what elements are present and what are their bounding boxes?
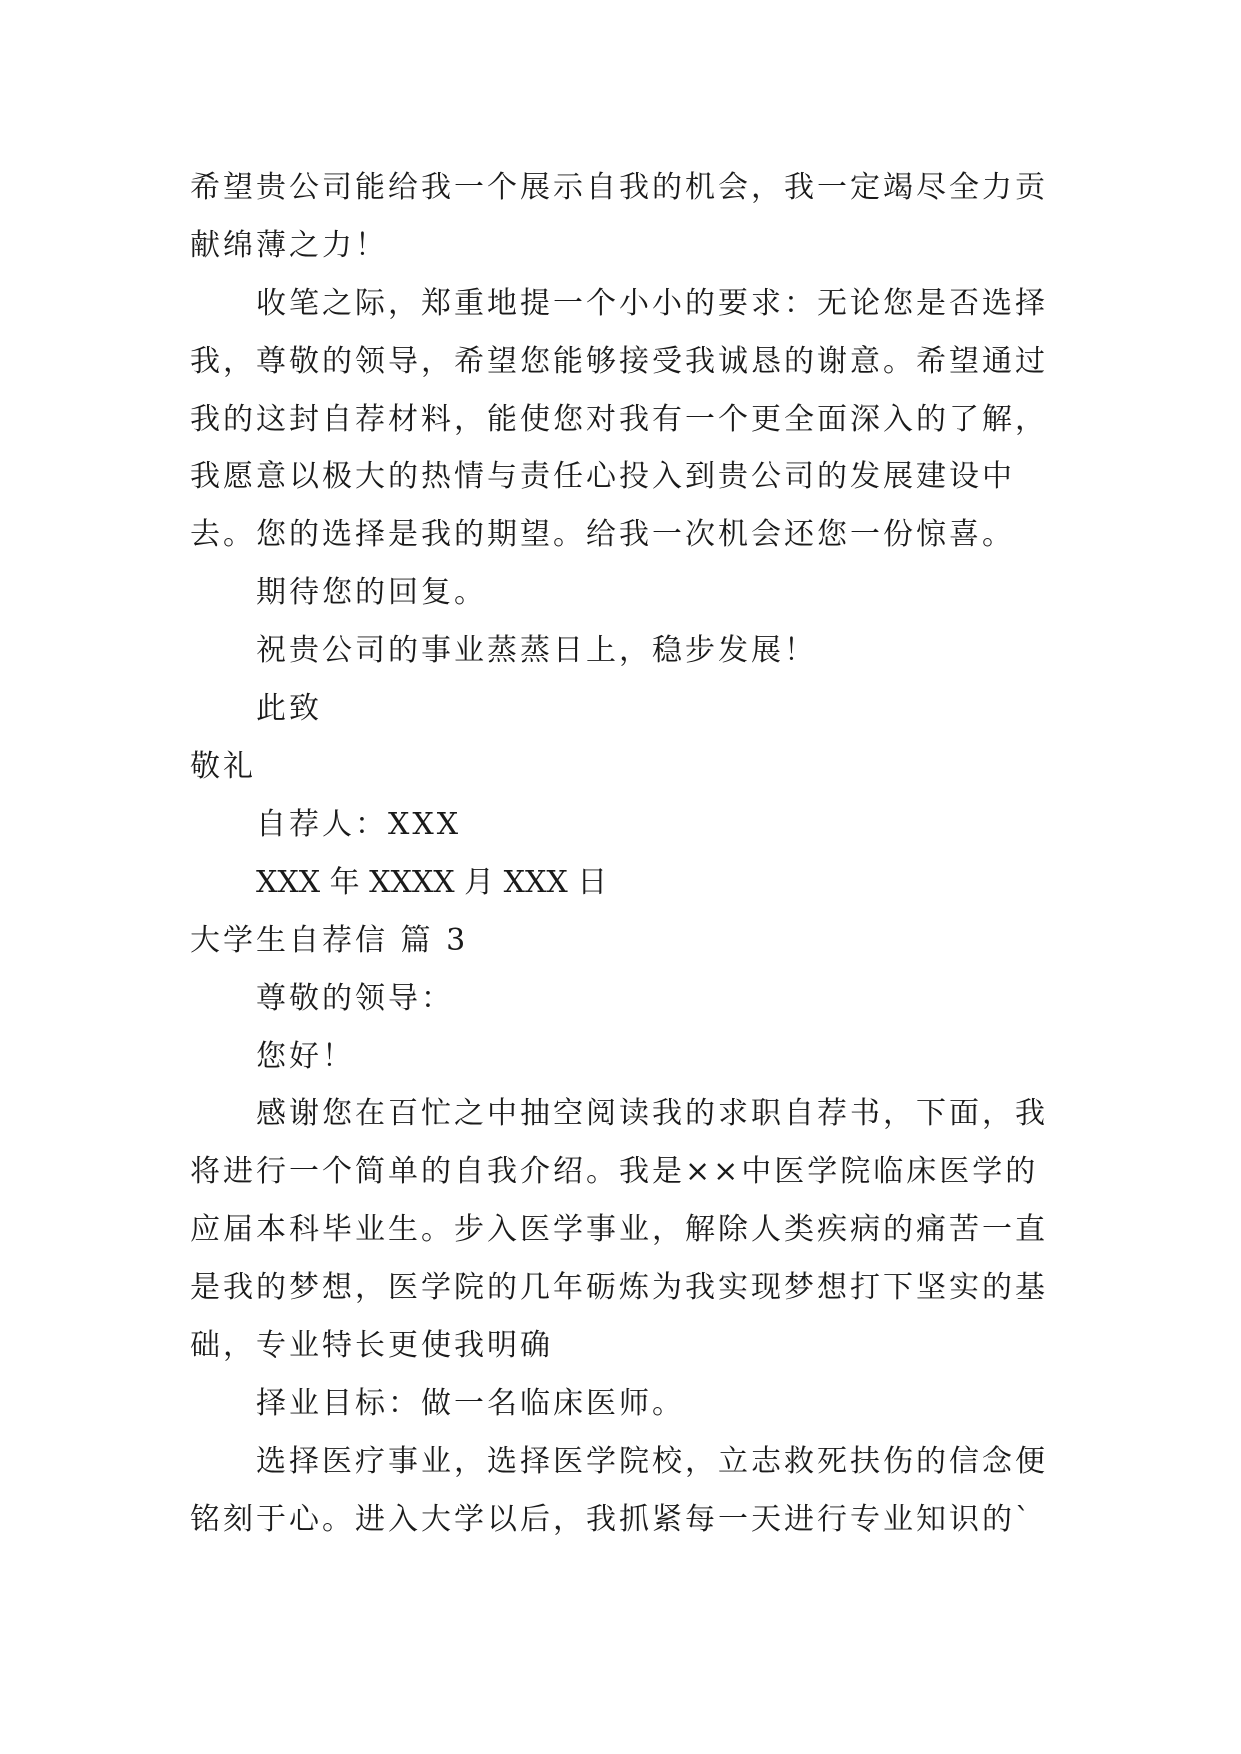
paragraph-line: 应届本科毕业生。步入医学事业，解除人类疾病的痛苦一直 <box>190 1212 1048 1247</box>
paragraph-line: 我，尊敬的领导，希望您能够接受我诚恳的谢意。希望通过 <box>190 344 1048 379</box>
paragraph-line: 是我的梦想，医学院的几年砺炼为我实现梦想打下坚实的基 <box>190 1270 1048 1305</box>
paragraph-line: 础，专业特长更使我明确 <box>190 1328 553 1363</box>
paragraph-line: 铭刻于心。进入大学以后，我抓紧每一天进行专业知识的` <box>190 1502 1033 1537</box>
salutation-line: 敬礼 <box>190 749 256 784</box>
paragraph-line: 希望贵公司能给我一个展示自我的机会，我一定竭尽全力贡 <box>190 170 1048 205</box>
paragraph-line: 祝贵公司的事业蒸蒸日上，稳步发展！ <box>256 633 817 668</box>
paragraph-line: 感谢您在百忙之中抽空阅读我的求职自荐书，下面，我 <box>256 1096 1048 1131</box>
greeting-line: 您好！ <box>256 1039 355 1074</box>
paragraph-line: 期待您的回复。 <box>256 575 487 610</box>
paragraph-line: 我愿意以极大的热情与责任心投入到贵公司的发展建设中 <box>190 459 1015 494</box>
greeting-line: 尊敬的领导： <box>256 981 454 1016</box>
paragraph-line: 去。您的选择是我的期望。给我一次机会还您一份惊喜。 <box>190 517 1015 552</box>
paragraph-line: 献绵薄之力！ <box>190 228 388 263</box>
date-line: XXX 年 XXXX 月 XXX 日 <box>256 865 608 900</box>
signature-line: 自荐人：XXX <box>256 807 462 842</box>
paragraph-line: 选择医疗事业，选择医学院校，立志救死扶伤的信念便 <box>256 1444 1048 1479</box>
closing-line: 此致 <box>256 691 322 726</box>
paragraph-line: 将进行一个简单的自我介绍。我是××中医学院临床医学的 <box>190 1154 1039 1189</box>
section-heading: 大学生自荐信 篇 3 <box>190 923 469 958</box>
paragraph-line: 我的这封自荐材料，能使您对我有一个更全面深入的了解， <box>190 402 1048 437</box>
paragraph-line: 收笔之际，郑重地提一个小小的要求：无论您是否选择 <box>256 286 1048 321</box>
paragraph-line: 择业目标：做一名临床医师。 <box>256 1386 685 1421</box>
